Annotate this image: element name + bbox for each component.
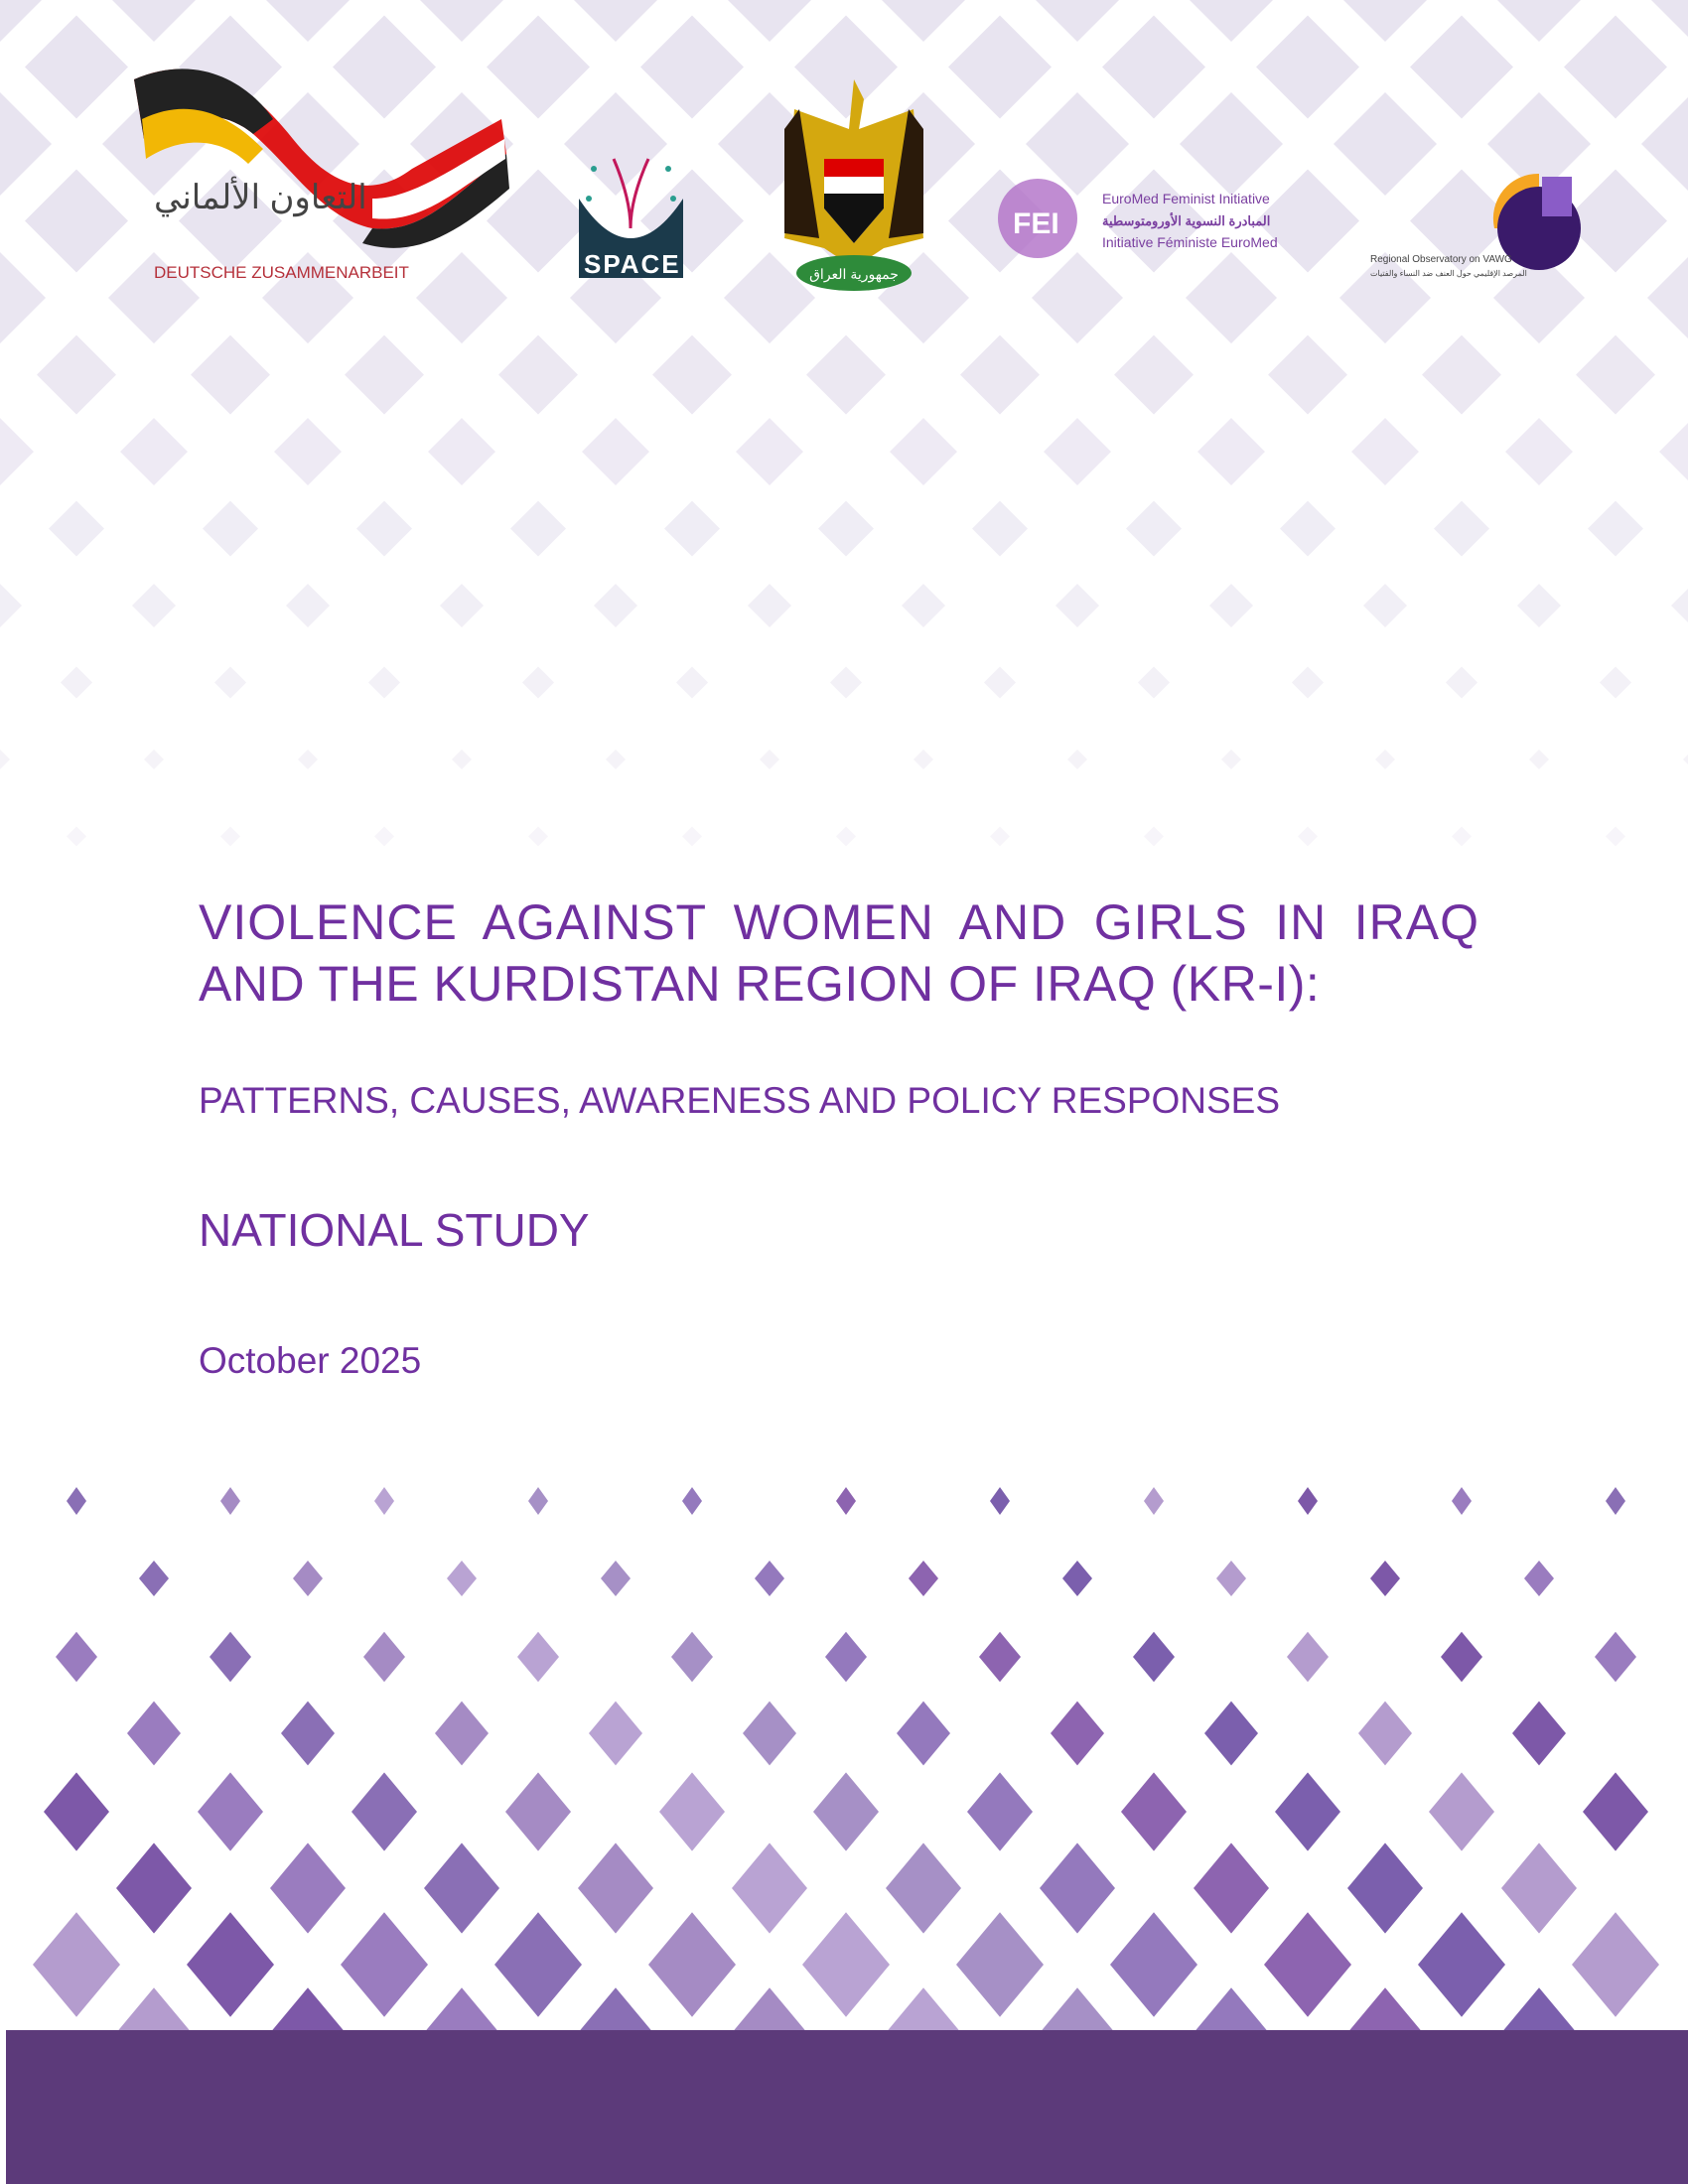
- report-title-line1: VIOLENCE AGAINST WOMEN AND GIRLS IN IRAQ: [199, 894, 1479, 950]
- euromed-line1: EuroMed Feminist Initiative: [1102, 191, 1270, 206]
- decorative-diamond: [127, 1702, 181, 1766]
- decorative-diamond: [659, 1772, 725, 1850]
- decorative-diamond: [44, 1772, 109, 1850]
- decorative-diamond: [67, 1487, 86, 1515]
- report-title-line2: AND THE KURDISTAN REGION OF IRAQ (KR-I):: [199, 956, 1321, 1012]
- decorative-diamond: [56, 1632, 97, 1682]
- decorative-diamond: [825, 1632, 867, 1682]
- footer-band: [6, 2030, 1688, 2184]
- space-logo: [574, 149, 688, 283]
- decorative-diamond: [33, 1912, 120, 2017]
- decorative-diamond: [836, 1487, 856, 1515]
- giz-logo: [124, 50, 521, 293]
- decorative-diamond: [990, 1487, 1010, 1515]
- decorative-diamond: [435, 1702, 489, 1766]
- decorative-diamond: [494, 1912, 582, 2017]
- decorative-diamond: [956, 1912, 1044, 2017]
- decorative-diamond: [517, 1632, 559, 1682]
- decorative-diamond: [909, 1561, 938, 1596]
- decorative-diamond: [1441, 1632, 1482, 1682]
- euromed-mark: FEI: [1013, 207, 1059, 240]
- giz-latin-text: DEUTSCHE ZUSAMMENARBEIT: [154, 263, 409, 282]
- decorative-diamond: [293, 1561, 323, 1596]
- iraq-emblem-logo: [774, 69, 933, 298]
- decorative-diamond: [648, 1912, 736, 2017]
- decorative-diamond: [1429, 1772, 1494, 1850]
- giz-arabic-text: التعاون الألماني: [154, 179, 367, 216]
- decorative-diamond: [424, 1843, 499, 1933]
- decorative-diamond: [352, 1772, 417, 1850]
- decorative-diamond: [116, 1843, 192, 1933]
- decorative-diamond: [1370, 1561, 1400, 1596]
- decorative-diamond: [1287, 1632, 1329, 1682]
- euromed-line3: Initiative Féministe EuroMed: [1102, 234, 1278, 250]
- decorative-diamond: [1595, 1632, 1636, 1682]
- decorative-diamond: [578, 1843, 653, 1933]
- decorative-diamond: [1040, 1843, 1115, 1933]
- decorative-diamond: [813, 1772, 879, 1850]
- decorative-diamond: [505, 1772, 571, 1850]
- decorative-diamond: [1347, 1843, 1423, 1933]
- decorative-diamond: [1298, 1487, 1318, 1515]
- decorative-diamond: [1110, 1912, 1197, 2017]
- decorative-diamond: [1062, 1561, 1092, 1596]
- decorative-diamond: [967, 1772, 1033, 1850]
- decorative-diamond: [1572, 1912, 1659, 2017]
- euromed-feminist-initiative-logo: [993, 164, 1311, 278]
- space-logo-text: SPACE: [584, 249, 681, 279]
- decorative-diamond: [1358, 1702, 1412, 1766]
- decorative-diamond: [1275, 1772, 1340, 1850]
- decorative-diamond: [886, 1843, 961, 1933]
- decorative-diamond: [979, 1632, 1021, 1682]
- decorative-diamond: [447, 1561, 477, 1596]
- decorative-diamond: [270, 1843, 346, 1933]
- decorative-diamond: [1418, 1912, 1505, 2017]
- decorative-diamond: [1452, 1487, 1472, 1515]
- observatory-line1: Regional Observatory on VAWG: [1370, 254, 1512, 265]
- decorative-diamond: [1216, 1561, 1246, 1596]
- decorative-diamond: [671, 1632, 713, 1682]
- decorative-diamond: [198, 1772, 263, 1850]
- decorative-diamond: [363, 1632, 405, 1682]
- publication-date: October 2025: [199, 1340, 422, 1381]
- observatory-line2: المرصد الإقليمي حول العنف ضد النساء والفتيات: [1370, 269, 1527, 278]
- decorative-diamond: [1501, 1843, 1577, 1933]
- decorative-diamond: [802, 1912, 890, 2017]
- decorative-diamond: [755, 1561, 784, 1596]
- decorative-diamond: [139, 1561, 169, 1596]
- decorative-diamond: [1583, 1772, 1648, 1850]
- decorative-diamond: [1264, 1912, 1351, 2017]
- decorative-diamond: [1051, 1702, 1104, 1766]
- study-type: NATIONAL STUDY: [199, 1204, 590, 1256]
- report-subtitle: PATTERNS, CAUSES, AWARENESS AND POLICY RESPONSES: [199, 1080, 1281, 1121]
- decorative-diamond: [897, 1702, 950, 1766]
- decorative-diamond: [1524, 1561, 1554, 1596]
- decorative-diamond: [1204, 1702, 1258, 1766]
- decorative-diamond: [1121, 1772, 1187, 1850]
- decorative-diamond: [1144, 1487, 1164, 1515]
- decorative-diamond: [743, 1702, 796, 1766]
- decorative-diamond: [210, 1632, 251, 1682]
- decorative-diamond: [281, 1702, 335, 1766]
- regional-observatory-logo: [1365, 169, 1604, 283]
- iraq-emblem-text: جمهورية العراق: [809, 266, 899, 282]
- decorative-diamond: [528, 1487, 548, 1515]
- decorative-diamond: [601, 1561, 631, 1596]
- decorative-diamond: [589, 1702, 642, 1766]
- decorative-diamond: [1133, 1632, 1175, 1682]
- decorative-diamond: [1606, 1487, 1625, 1515]
- decorative-diamond: [682, 1487, 702, 1515]
- decorative-diamond: [732, 1843, 807, 1933]
- decorative-diamond: [341, 1912, 428, 2017]
- euromed-line2: المبادرة النسوية الأورومتوسطية: [1102, 213, 1271, 228]
- decorative-diamond: [1512, 1702, 1566, 1766]
- decorative-diamond: [187, 1912, 274, 2017]
- decorative-diamond: [1194, 1843, 1269, 1933]
- decorative-diamond: [220, 1487, 240, 1515]
- decorative-diamond: [374, 1487, 394, 1515]
